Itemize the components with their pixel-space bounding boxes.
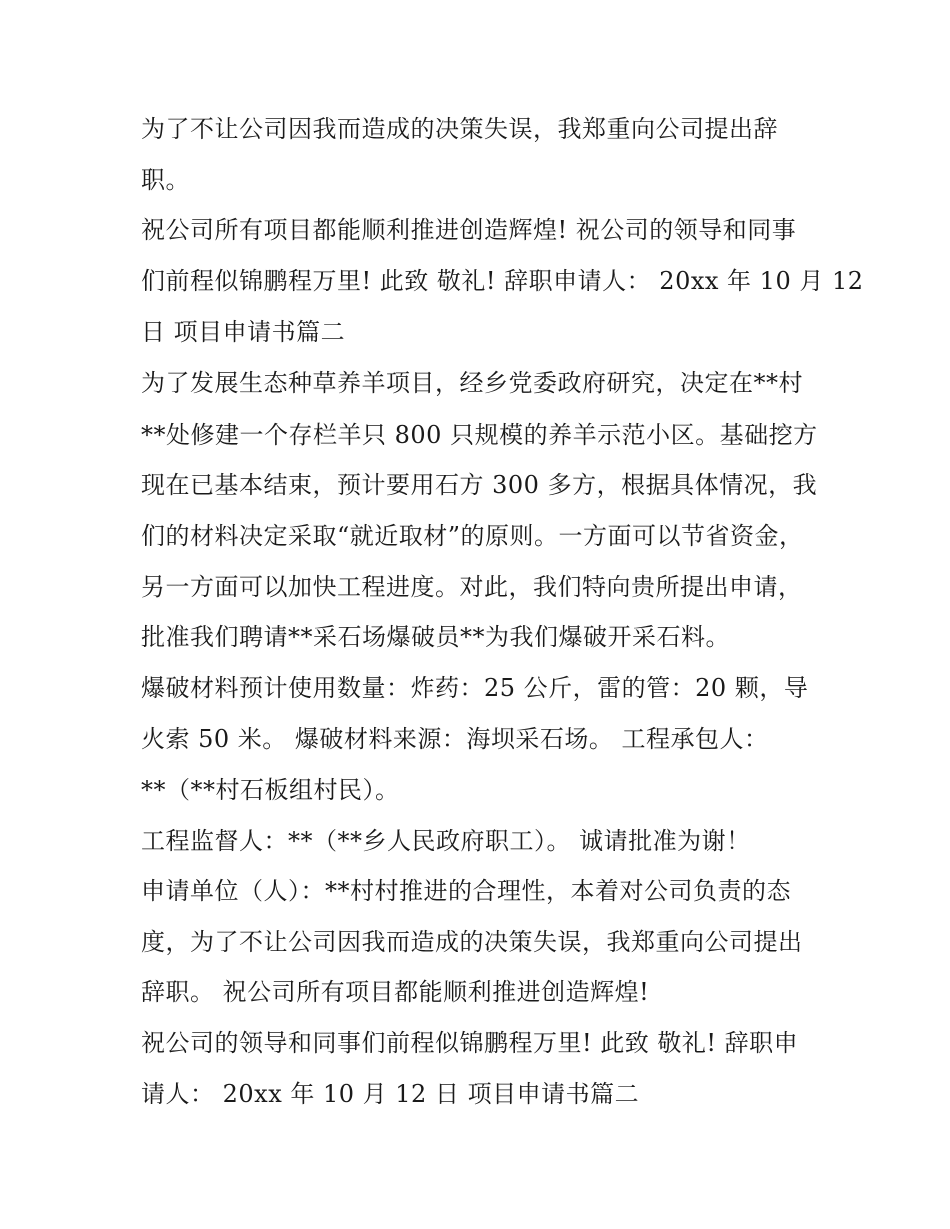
text-line: **（**村石板组村民）。	[141, 776, 400, 804]
text-line: 爆破材料预计使用数量：炸药：25 公斤，雷的管：20 颗，导	[141, 674, 809, 702]
text-line: 辞职。 祝公司所有项目都能顺利推进创造辉煌!	[141, 978, 650, 1006]
text-line: 祝公司所有项目都能顺利推进创造辉煌! 祝公司的领导和同事	[141, 216, 797, 244]
text-line: 现在已基本结束，预计要用石方 300 多方，根据具体情况，我	[141, 471, 818, 499]
text-line: 请人： 20xx 年 10 月 12 日 项目申请书篇二	[141, 1080, 640, 1108]
text-line: 们前程似锦鹏程万里! 此致 敬礼! 辞职申请人： 20xx 年 10 月 12	[141, 267, 864, 295]
text-line: 度，为了不让公司因我而造成的决策失误，我郑重向公司提出	[141, 928, 803, 956]
text-line: 火索 50 米。 爆破材料来源：海坝采石场。 工程承包人：	[141, 725, 769, 753]
text-line: 另一方面可以加快工程进度。对此，我们特向贵所提出申请，	[141, 573, 803, 601]
text-line: 们的材料决定采取“就近取材”的原则。一方面可以节省资金，	[141, 522, 804, 550]
text-line: **处修建一个存栏羊只 800 只规模的养羊示范小区。基础挖方	[141, 421, 818, 449]
text-line: 为了不让公司因我而造成的决策失误，我郑重向公司提出辞	[141, 115, 778, 143]
text-line: 日 项目申请书篇二	[141, 318, 346, 346]
text-line: 祝公司的领导和同事们前程似锦鹏程万里! 此致 敬礼! 辞职申	[141, 1029, 799, 1057]
text-line: 工程监督人：**（**乡人民政府职工）。 诚请批准为谢！	[141, 827, 751, 855]
text-line: 申请单位（人）：**村村推进的合理性，本着对公司负责的态	[141, 877, 791, 905]
text-line: 职。	[141, 166, 190, 194]
text-line: 批准我们聘请**采石场爆破员**为我们爆破开采石料。	[141, 623, 730, 651]
text-line: 为了发展生态种草养羊项目，经乡党委政府研究，决定在**村	[141, 369, 803, 397]
